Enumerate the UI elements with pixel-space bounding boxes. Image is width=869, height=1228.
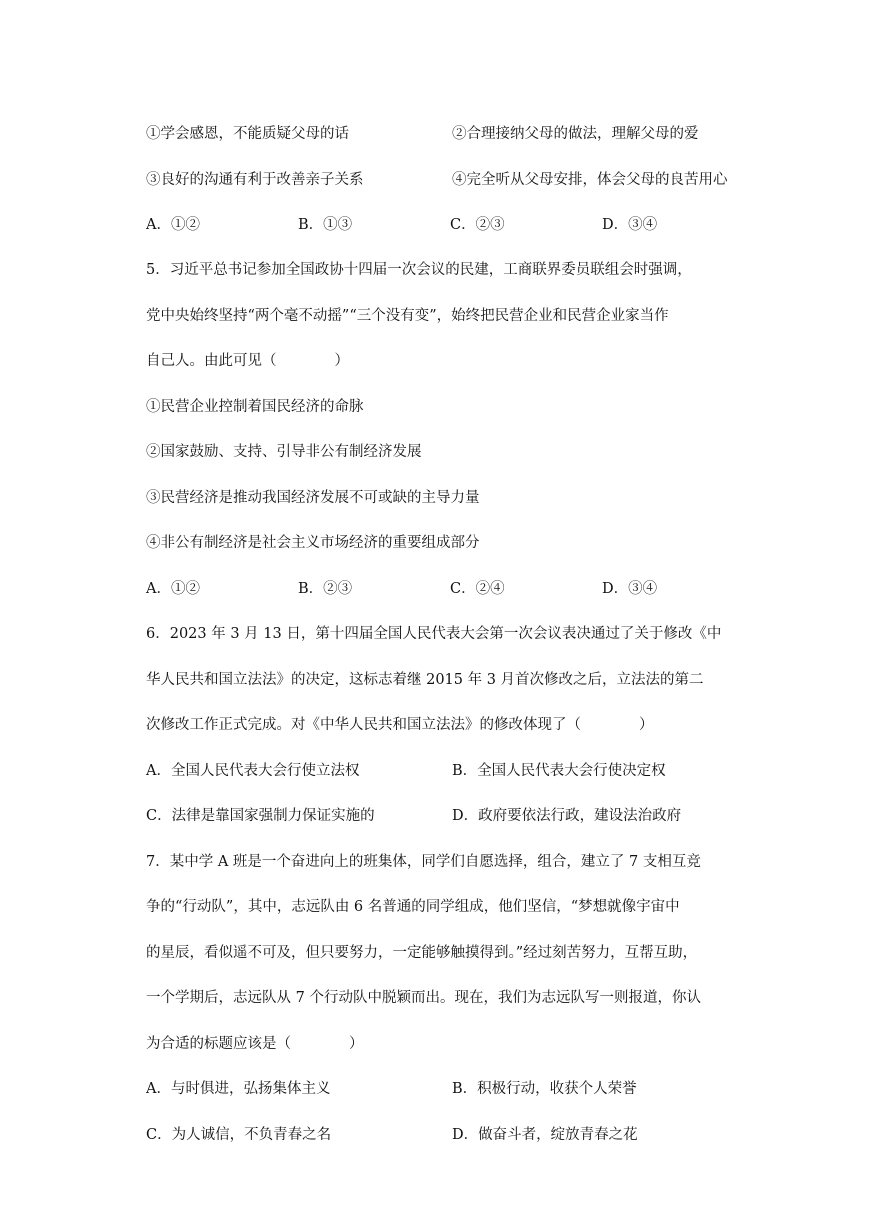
q5-stem-line-1: 5．习近平总书记参加全国政协十四届一次会议的民建，工商联界委员联组会时强调， — [146, 262, 692, 278]
q6-choices-row-2 — [146, 806, 746, 826]
q7-stem-line-5: 为合适的标题应该是（ ） — [146, 1036, 364, 1052]
q4-option-1: ①学会感恩，不能质疑父母的话 — [146, 126, 349, 142]
q7-choice-d: D．做奋斗者，绽放青春之花 — [452, 1127, 638, 1143]
q5-choice-b: B．②③ — [298, 581, 353, 597]
q4-choice-c: C．②③ — [450, 217, 505, 233]
q6-stem-line-3: 次修改工作正式完成。对《中华人民共和国立法法》的修改体现了（ ） — [146, 717, 654, 733]
q7-choice-b: B．积极行动，收获个人荣誉 — [452, 1081, 637, 1097]
q6-choices-row-1 — [146, 761, 746, 781]
q5-stem-line-3: 自己人。由此可见（ ） — [146, 353, 349, 369]
q5-option-4: ④非公有制经济是社会主义市场经济的重要组成部分 — [146, 535, 480, 551]
q7-choices-row-2 — [146, 1125, 746, 1145]
q4-option-2: ②合理接纳父母的做法，理解父母的爱 — [452, 126, 699, 142]
q6-choice-a: A．全国人民代表大会行使立法权 — [146, 763, 360, 779]
q7-choice-c: C．为人诚信，不负青春之名 — [146, 1127, 332, 1143]
q4-option-3: ③良好的沟通有利于改善亲子关系 — [146, 172, 364, 188]
q5-option-2: ②国家鼓励、支持、引导非公有制经济发展 — [146, 444, 422, 460]
q6-choice-c: C．法律是靠国家强制力保证实施的 — [146, 808, 375, 824]
q7-stem-line-2: 争的“行动队”，其中，志远队由 6 名普通的同学组成，他们坚信，“梦想就像宇宙中 — [146, 899, 680, 915]
q5-choices — [146, 579, 746, 599]
q5-stem-line-2: 党中央始终坚持“两个毫不动摇”“三个没有变”，始终把民营企业和民营企业家当作 — [146, 308, 669, 324]
q7-choice-a: A．与时俱进，弘扬集体主义 — [146, 1081, 331, 1097]
q6-choice-b: B．全国人民代表大会行使决定权 — [452, 763, 666, 779]
q5-choice-c: C．②④ — [450, 581, 505, 597]
q4-options-row-1 — [146, 124, 746, 144]
q5-choice-a: A．①② — [146, 581, 200, 597]
q5-choice-d: D．③④ — [602, 581, 658, 597]
q4-option-4: ④完全听从父母安排，体会父母的良苦用心 — [452, 172, 728, 188]
q7-choices-row-1 — [146, 1079, 746, 1099]
q7-stem-line-4: 一个学期后，志远队从 7 个行动队中脱颖而出。现在，我们为志远队写一则报道，你认 — [146, 990, 701, 1006]
q4-choice-b: B．①③ — [298, 217, 353, 233]
q5-option-3: ③民营经济是推动我国经济发展不可或缺的主导力量 — [146, 490, 480, 506]
q6-stem-line-2: 华人民共和国立法法》的决定，这标志着继 2015 年 3 月首次修改之后，立法法的第二 — [146, 672, 704, 688]
q4-choice-d: D．③④ — [602, 217, 658, 233]
q7-stem-line-3: 的星辰，看似遥不可及，但只要努力，一定能够触摸得到。”经过刻苦努力，互帮互助， — [146, 945, 698, 961]
q4-choices — [146, 215, 746, 235]
q6-choice-d: D．政府要依法行政，建设法治政府 — [452, 808, 682, 824]
q4-options-row-2 — [146, 170, 746, 190]
q7-stem-line-1: 7．某中学 A 班是一个奋进向上的班集体，同学们自愿选择，组合，建立了 7 支相互竞 — [146, 854, 701, 870]
q4-choice-a: A．①② — [146, 217, 200, 233]
q5-option-1: ①民营企业控制着国民经济的命脉 — [146, 399, 364, 415]
q6-stem-line-1: 6．2023 年 3 月 13 日，第十四届全国人民代表大会第一次会议表决通过了关于修改《中 — [146, 626, 722, 642]
